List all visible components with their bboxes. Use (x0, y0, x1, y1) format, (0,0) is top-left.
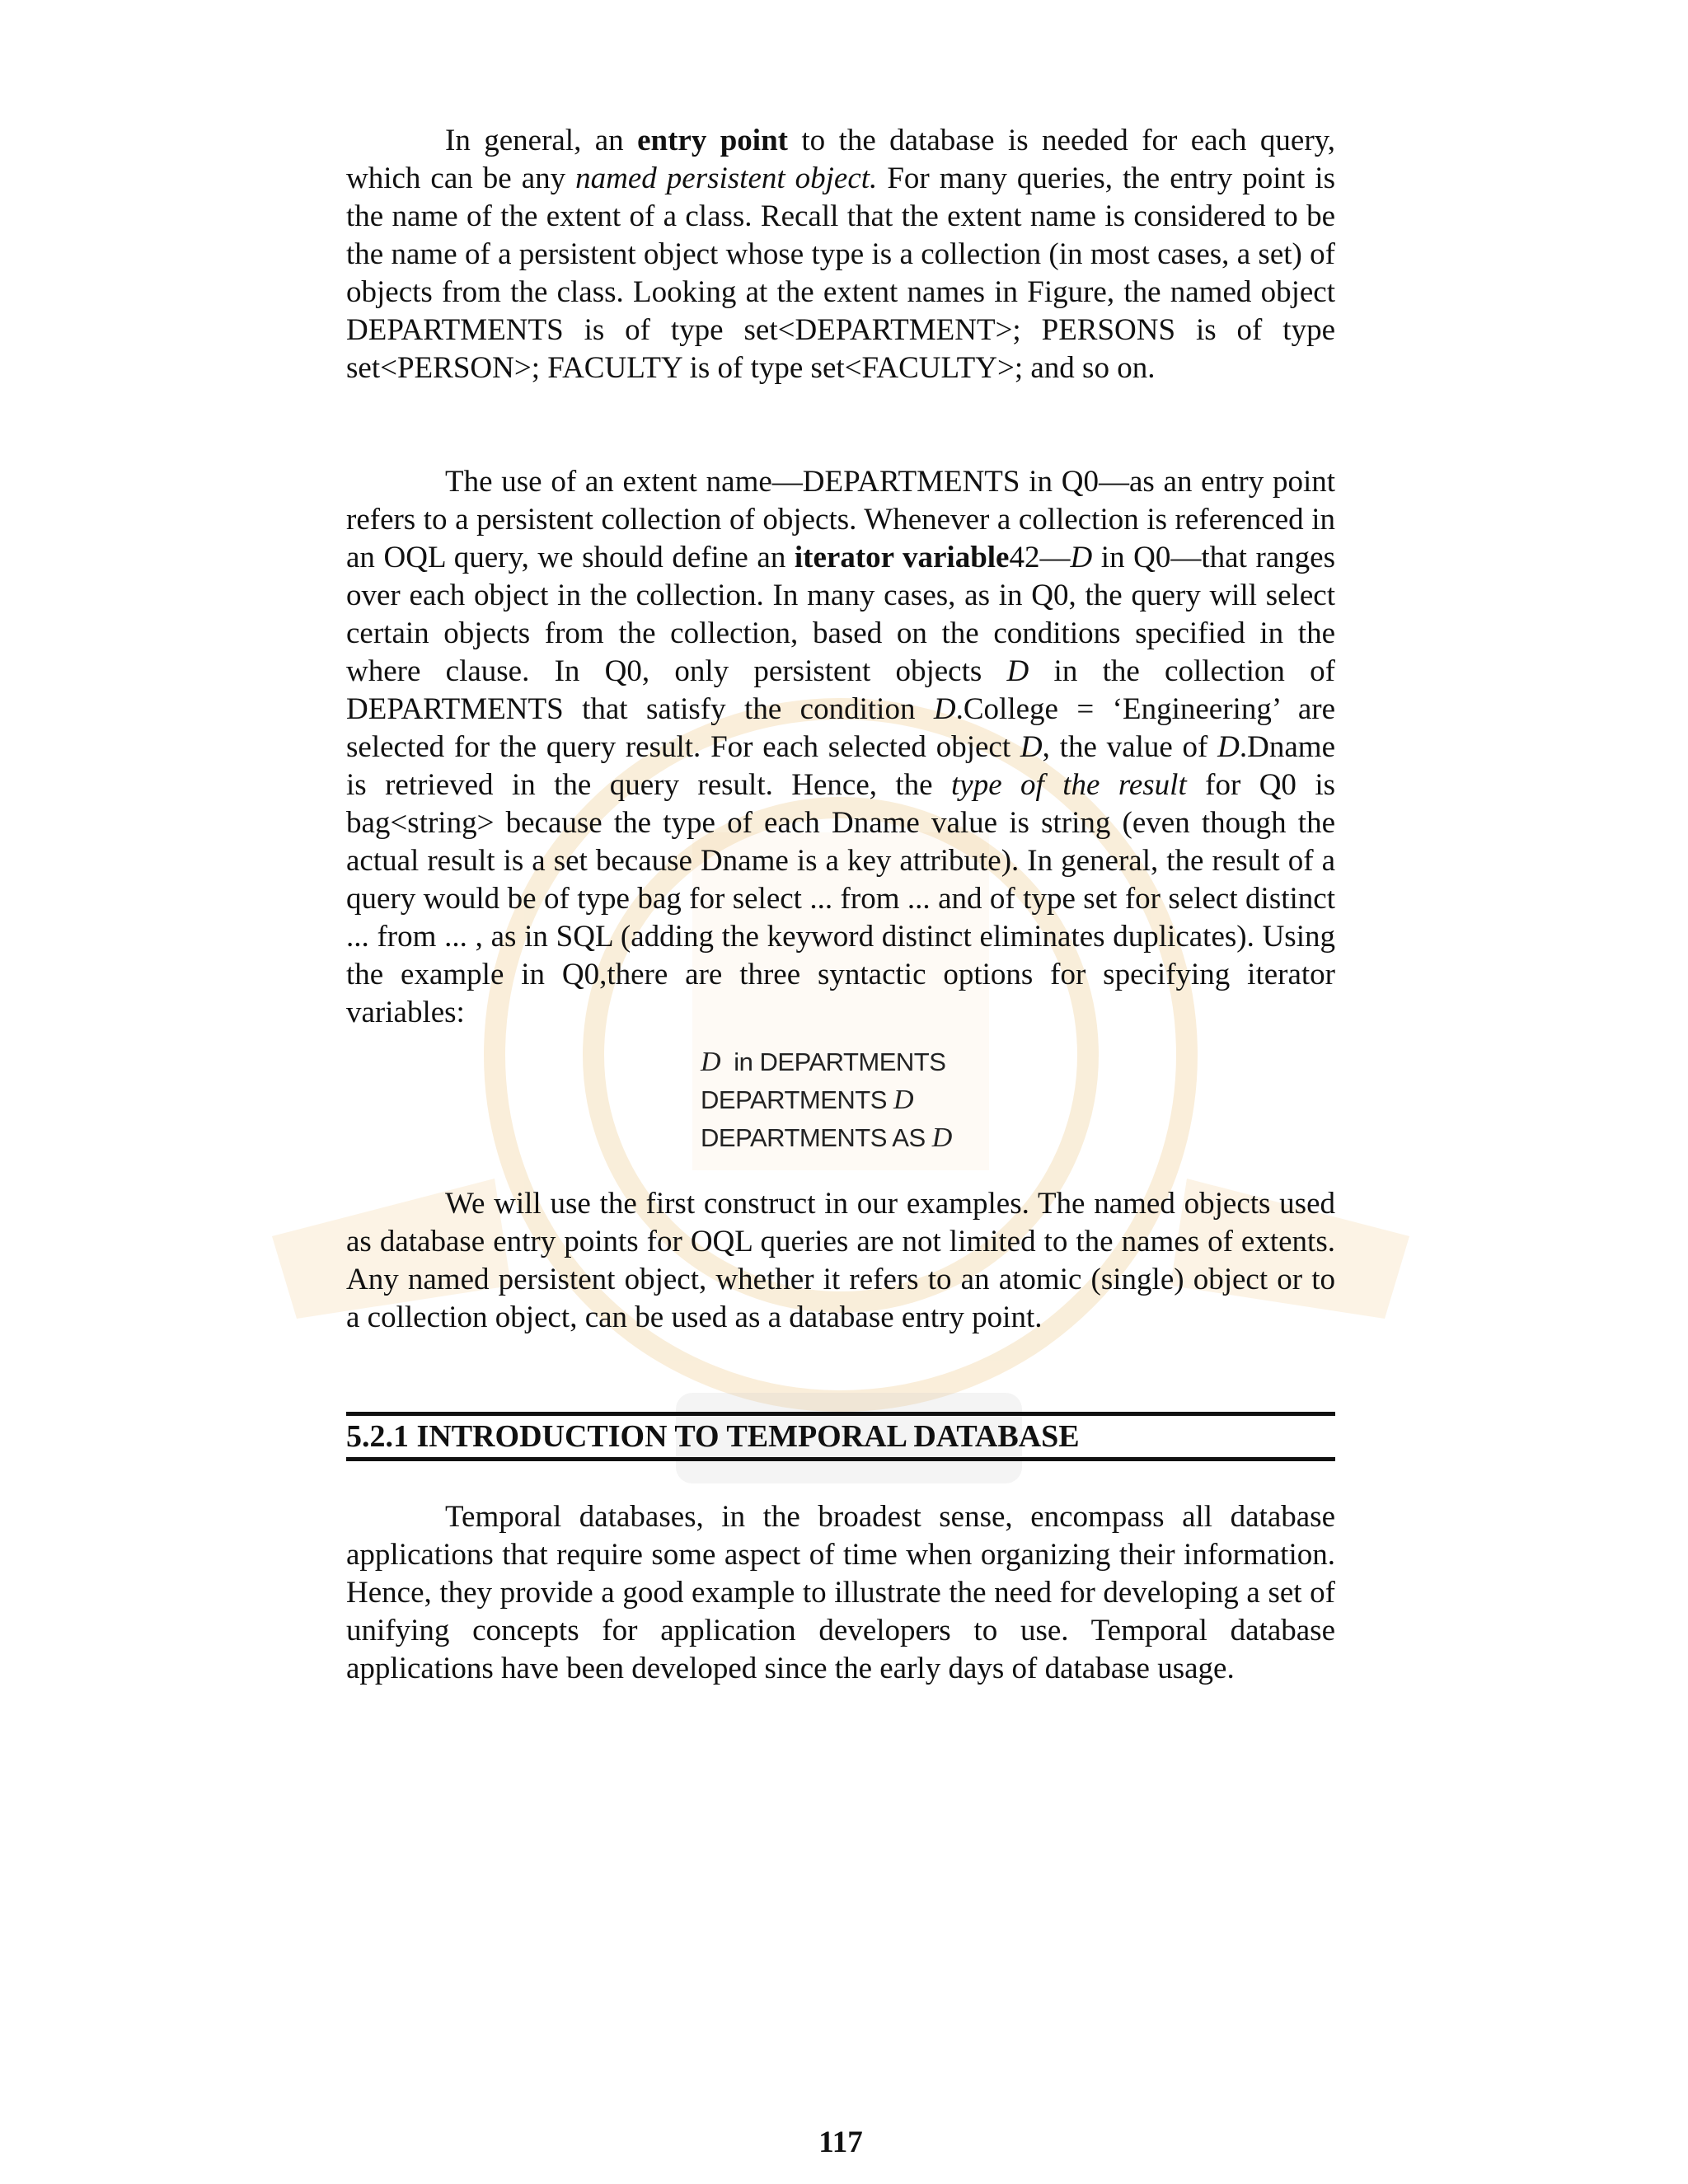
text-run: in the collection of DEPARTMENTS that satisfy the condition (346, 654, 1335, 726)
code-line-1 (701, 1043, 952, 1081)
text-run: .Dname is retrieved in the query result. Hence, the (346, 730, 1335, 802)
paragraph-iterator-variable (346, 463, 1335, 1032)
iterator-syntax-examples (701, 1043, 952, 1157)
text-run: 42— (1009, 541, 1071, 574)
italic-var: D (933, 692, 956, 726)
code-text: DEPARTMENTS AS (701, 1123, 932, 1152)
code-line-2 (701, 1081, 952, 1119)
section-heading: 5.2.1 INTRODUCTION TO TEMPORAL DATABASE (346, 1412, 1335, 1461)
code-text: in DEPARTMENTS (720, 1047, 946, 1076)
italic-var: D (1217, 730, 1240, 764)
text-run: in Q0—that ranges over each object in the collection. In many cases, as in Q0, the query will select certain objects from the collection, based on the conditions specified in the where clause. In Q0, only persistent objects (346, 541, 1336, 688)
paragraph-entry-point (346, 122, 1335, 387)
text-run: to the database is needed for each query, which can be any (346, 124, 1335, 195)
italic-var: D (1070, 541, 1093, 574)
code-line-3 (701, 1119, 952, 1157)
text-run: for Q0 is bag<string> because the type of each Dname value is string (even though the actual result is a set because Dname is a key attribute). In general, the result of a query would be of type bag for select ... from ... and of type set for select distinct ... from ... , as in SQL (adding the keyword distinct eliminates duplicates). Using the example in Q0,there are three syntactic options for specifying iterator variables: (346, 768, 1336, 1029)
page-number: 117 (818, 2125, 863, 2159)
code-var: D (701, 1047, 721, 1077)
bold-term-iterator-variable: iterator variable (794, 541, 1010, 574)
text-run: .College = ‘Engineering’ are selected for the query result. For each selected object (346, 692, 1335, 764)
code-var: D (893, 1085, 914, 1115)
text-run: , the value of (1042, 730, 1218, 764)
paragraph-temporal-databases: Temporal databases, in the broadest sense, encompass all database applications that require some aspect of time when organizing their information. Hence, they provide a good example to illustrate the need for developing a set of unifying concepts for application developers to use. Temporal database applications have been developed since the early days of database usage. (346, 1500, 1335, 1685)
italic-var: D (1020, 730, 1043, 764)
text-run: The use of an extent name—DEPARTMENTS in Q0—as an entry point refers to a persistent collection of objects. Whenever a collection is referenced in an OQL query, we should define an (346, 465, 1335, 574)
text-run: In general, an (445, 124, 638, 157)
italic-var: D (1006, 654, 1029, 688)
bold-term-entry-point: entry point (637, 124, 788, 157)
paragraph-named-objects: We will use the first construct in our examples. The named objects used as database entry points for OQL queries are not limited to the names of extents. Any named persistent object, whether it refers to an atomic (single) object or to a collection object, can be used as a database entry point. (346, 1187, 1335, 1334)
code-text: DEPARTMENTS (701, 1085, 893, 1114)
code-var: D (931, 1122, 952, 1153)
italic-term: named persistent object. (575, 162, 878, 195)
italic-term: type of the result (951, 768, 1187, 802)
text-run: For many queries, the entry point is the name of the extent of a class. Recall that the extent name is considered to be the name of a persistent object whose type is a collection (in most cases, a set) of objects from the class. Looking at the extent names in Figure, the named object DEPARTMENTS is of type set<DEPARTMENT>; PERSONS is of type set<PERSON>; FACULTY is of type set<FACULTY>; and so on. (346, 162, 1335, 385)
